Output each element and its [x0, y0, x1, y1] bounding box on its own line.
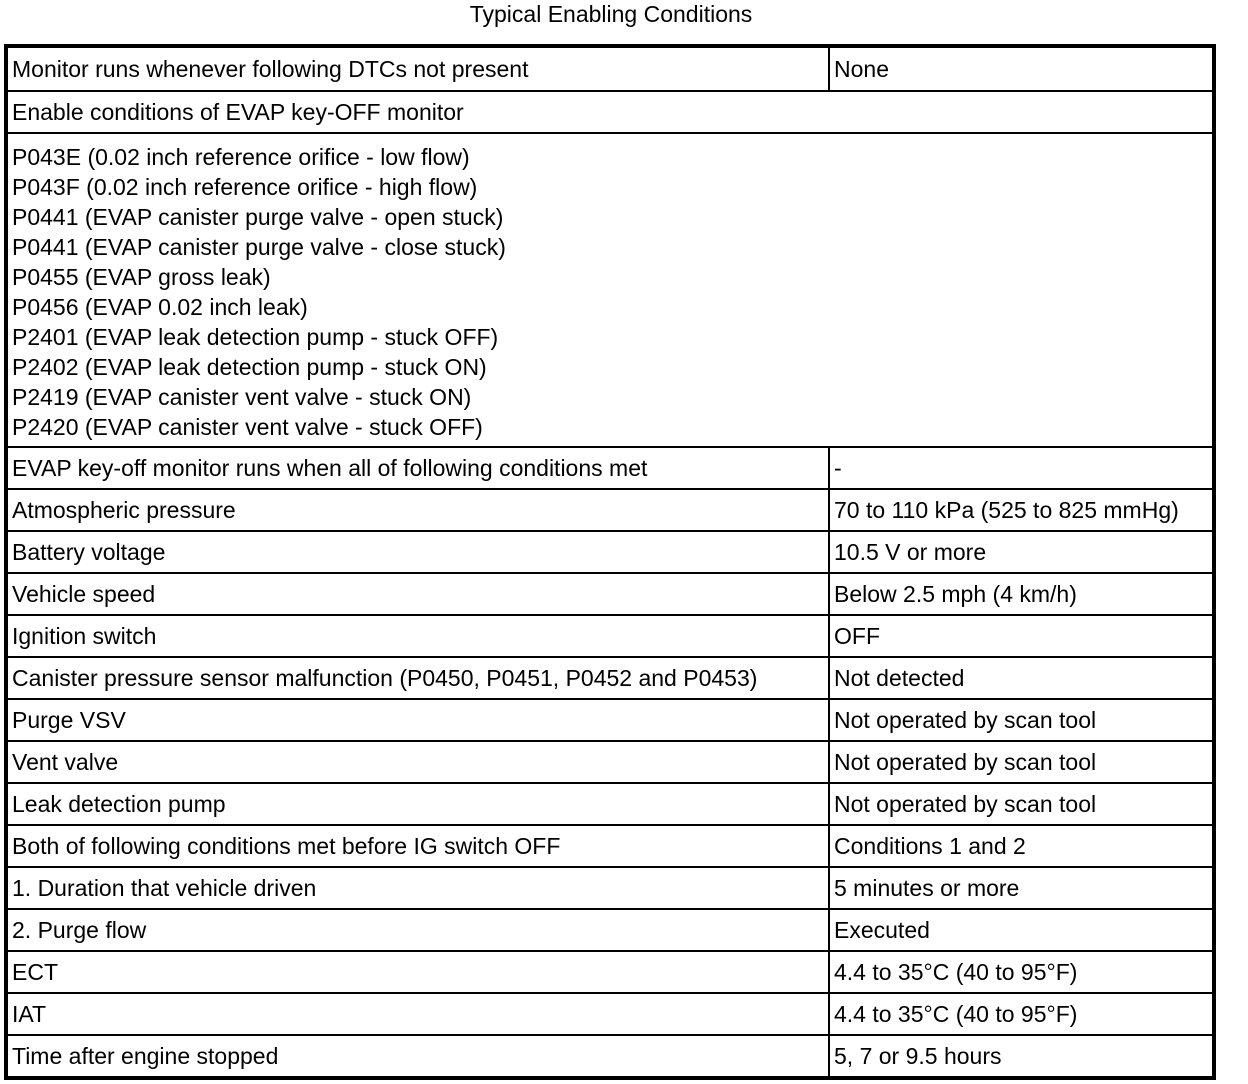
table-title: Typical Enabling Conditions: [469, 1, 753, 27]
row-value: None: [828, 48, 1212, 90]
table-row: [8, 530, 1212, 572]
row-label: Both of following conditions met before IG switch OFF: [12, 832, 561, 859]
row-value: Below 2.5 mph (4 km/h): [828, 574, 1212, 614]
dtc-item: P2420 (EVAP canister vent valve - stuck OFF): [12, 414, 483, 440]
dtc-item: P043F (0.02 inch reference orifice - high flow): [12, 174, 478, 200]
row-value: -: [828, 448, 1212, 488]
dtc-item: P0441 (EVAP canister purge valve - close stuck): [12, 234, 506, 260]
row-value: Not operated by scan tool: [828, 742, 1212, 782]
dtc-item: P043E (0.02 inch reference orifice - low flow): [12, 144, 470, 170]
table-row: [8, 446, 1212, 488]
table-row: [8, 824, 1212, 866]
table-row: [8, 698, 1212, 740]
dtc-item: P2402 (EVAP leak detection pump - stuck ON): [12, 354, 487, 380]
row-label: Leak detection pump: [12, 790, 226, 817]
row-value: 5 minutes or more: [828, 868, 1212, 908]
dtc-item: P2419 (EVAP canister vent valve - stuck ON): [12, 384, 472, 410]
table-row: [8, 90, 1212, 132]
row-label: Atmospheric pressure: [12, 496, 236, 523]
row-label: EVAP key-off monitor runs when all of following conditions met: [12, 454, 648, 481]
enabling-conditions-table: [4, 44, 1216, 1080]
row-value: Not operated by scan tool: [828, 700, 1212, 740]
row-label: 1. Duration that vehicle driven: [12, 874, 317, 901]
dtc-list: [8, 134, 506, 442]
dtc-item: P0456 (EVAP 0.02 inch leak): [12, 294, 308, 320]
table-row: [8, 950, 1212, 992]
dtc-item: P2401 (EVAP leak detection pump - stuck OFF): [12, 324, 499, 350]
row-value: Not operated by scan tool: [828, 784, 1212, 824]
row-value: Conditions 1 and 2: [828, 826, 1212, 866]
row-label: 2. Purge flow: [12, 916, 147, 943]
row-label: Canister pressure sensor malfunction (P0450, P0451, P0452 and P0453): [12, 664, 758, 691]
row-label: Monitor runs whenever following DTCs not present: [12, 55, 529, 82]
row-label: Time after engine stopped: [12, 1042, 279, 1069]
table-row: [8, 488, 1212, 530]
row-value: 5, 7 or 9.5 hours: [828, 1036, 1212, 1076]
section-heading: Enable conditions of EVAP key-OFF monitor: [12, 98, 464, 125]
row-label: Ignition switch: [12, 622, 157, 649]
row-value: Executed: [828, 910, 1212, 950]
table-row: [8, 740, 1212, 782]
row-label: Battery voltage: [12, 538, 166, 565]
row-label: Vent valve: [12, 748, 119, 775]
table-row: [8, 782, 1212, 824]
table-row: [8, 908, 1212, 950]
dtc-item: P0455 (EVAP gross leak): [12, 264, 271, 290]
table-row: [8, 866, 1212, 908]
table-row: [8, 614, 1212, 656]
row-label: Purge VSV: [12, 706, 126, 733]
table-row: [8, 572, 1212, 614]
table-row: [8, 992, 1212, 1034]
dtc-list-row: [8, 132, 1212, 446]
row-value: 4.4 to 35°C (40 to 95°F): [828, 952, 1212, 992]
dtc-item: P0441 (EVAP canister purge valve - open stuck): [12, 204, 504, 230]
row-label: ECT: [12, 958, 58, 985]
row-label: IAT: [12, 1000, 47, 1027]
row-value: Not detected: [828, 658, 1212, 698]
table-row: [8, 48, 1212, 90]
row-label: Vehicle speed: [12, 580, 156, 607]
row-value: 4.4 to 35°C (40 to 95°F): [828, 994, 1212, 1034]
table-row: [8, 1034, 1212, 1076]
row-value: 70 to 110 kPa (525 to 825 mmHg): [828, 490, 1212, 530]
table-row: [8, 656, 1212, 698]
row-value: 10.5 V or more: [828, 532, 1212, 572]
row-value: OFF: [828, 616, 1212, 656]
